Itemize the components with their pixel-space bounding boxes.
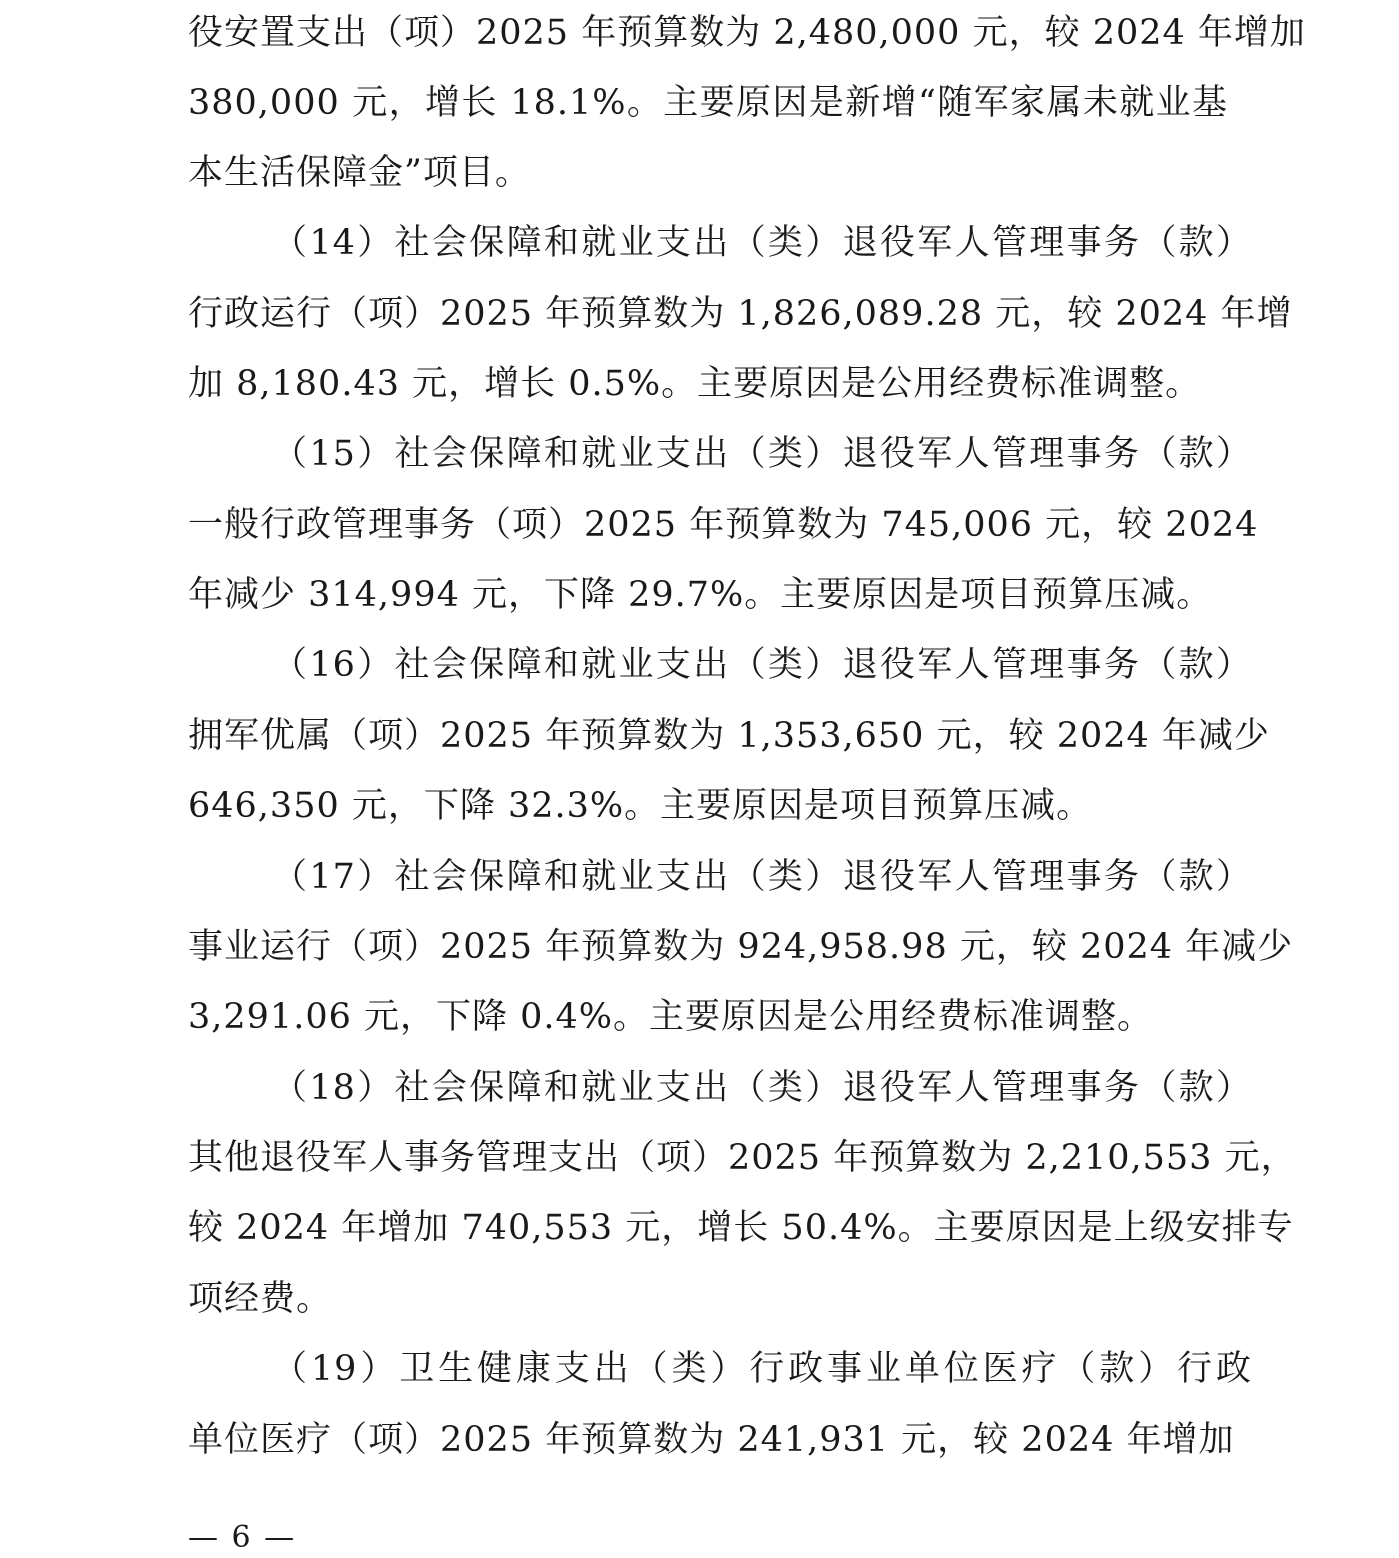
text-line: 项经费。 (188, 1279, 333, 1319)
text-line: 年减少 314,994 元，下降 29.7%。主要原因是项目预算压减。 (188, 575, 1213, 615)
text-line: 行政运行（项）2025 年预算数为 1,826,089.28 元，较 2024 年增 (188, 294, 1293, 334)
text-line: 加 8,180.43 元，增长 0.5%。主要原因是公用经费标准调整。 (188, 364, 1202, 404)
text-line: 其他退役军人事务管理支出（项）2025 年预算数为 2,210,553 元， (188, 1138, 1297, 1178)
text-line: 事业运行（项）2025 年预算数为 924,958.98 元，较 2024 年减少 (188, 927, 1294, 967)
text-line: （14）社会保障和就业支出（类）退役军人管理事务（款） (272, 223, 1252, 263)
text-line: 拥军优属（项）2025 年预算数为 1,353,650 元，较 2024 年减少 (188, 716, 1270, 756)
text-line: （16）社会保障和就业支出（类）退役军人管理事务（款） (272, 645, 1252, 685)
text-line: （18）社会保障和就业支出（类）退役军人管理事务（款） (272, 1068, 1252, 1108)
text-line: 380,000 元，增长 18.1%。主要原因是新增“随军家属未就业基 (188, 83, 1228, 123)
text-line: （19）卫生健康支出（类）行政事业单位医疗（款）行政 (272, 1349, 1252, 1389)
text-line: 较 2024 年增加 740,553 元，增长 50.4%。主要原因是上级安排专 (188, 1208, 1294, 1248)
text-line: （15）社会保障和就业支出（类）退役军人管理事务（款） (272, 434, 1252, 474)
text-line: 3,291.06 元，下降 0.4%。主要原因是公用经费标准调整。 (188, 997, 1154, 1037)
text-line: 本生活保障金”项目。 (188, 153, 531, 193)
text-line: 一般行政管理事务（项）2025 年预算数为 745,006 元，较 2024 (188, 505, 1259, 545)
text-line: （17）社会保障和就业支出（类）退役军人管理事务（款） (272, 857, 1252, 897)
text-line: 役安置支出（项）2025 年预算数为 2,480,000 元，较 2024 年增加 (188, 13, 1306, 53)
page-number: — 6 — (188, 1520, 297, 1555)
text-line: 646,350 元，下降 32.3%。主要原因是项目预算压减。 (188, 786, 1093, 826)
text-line: 单位医疗（项）2025 年预算数为 241,931 元，较 2024 年增加 (188, 1420, 1235, 1460)
